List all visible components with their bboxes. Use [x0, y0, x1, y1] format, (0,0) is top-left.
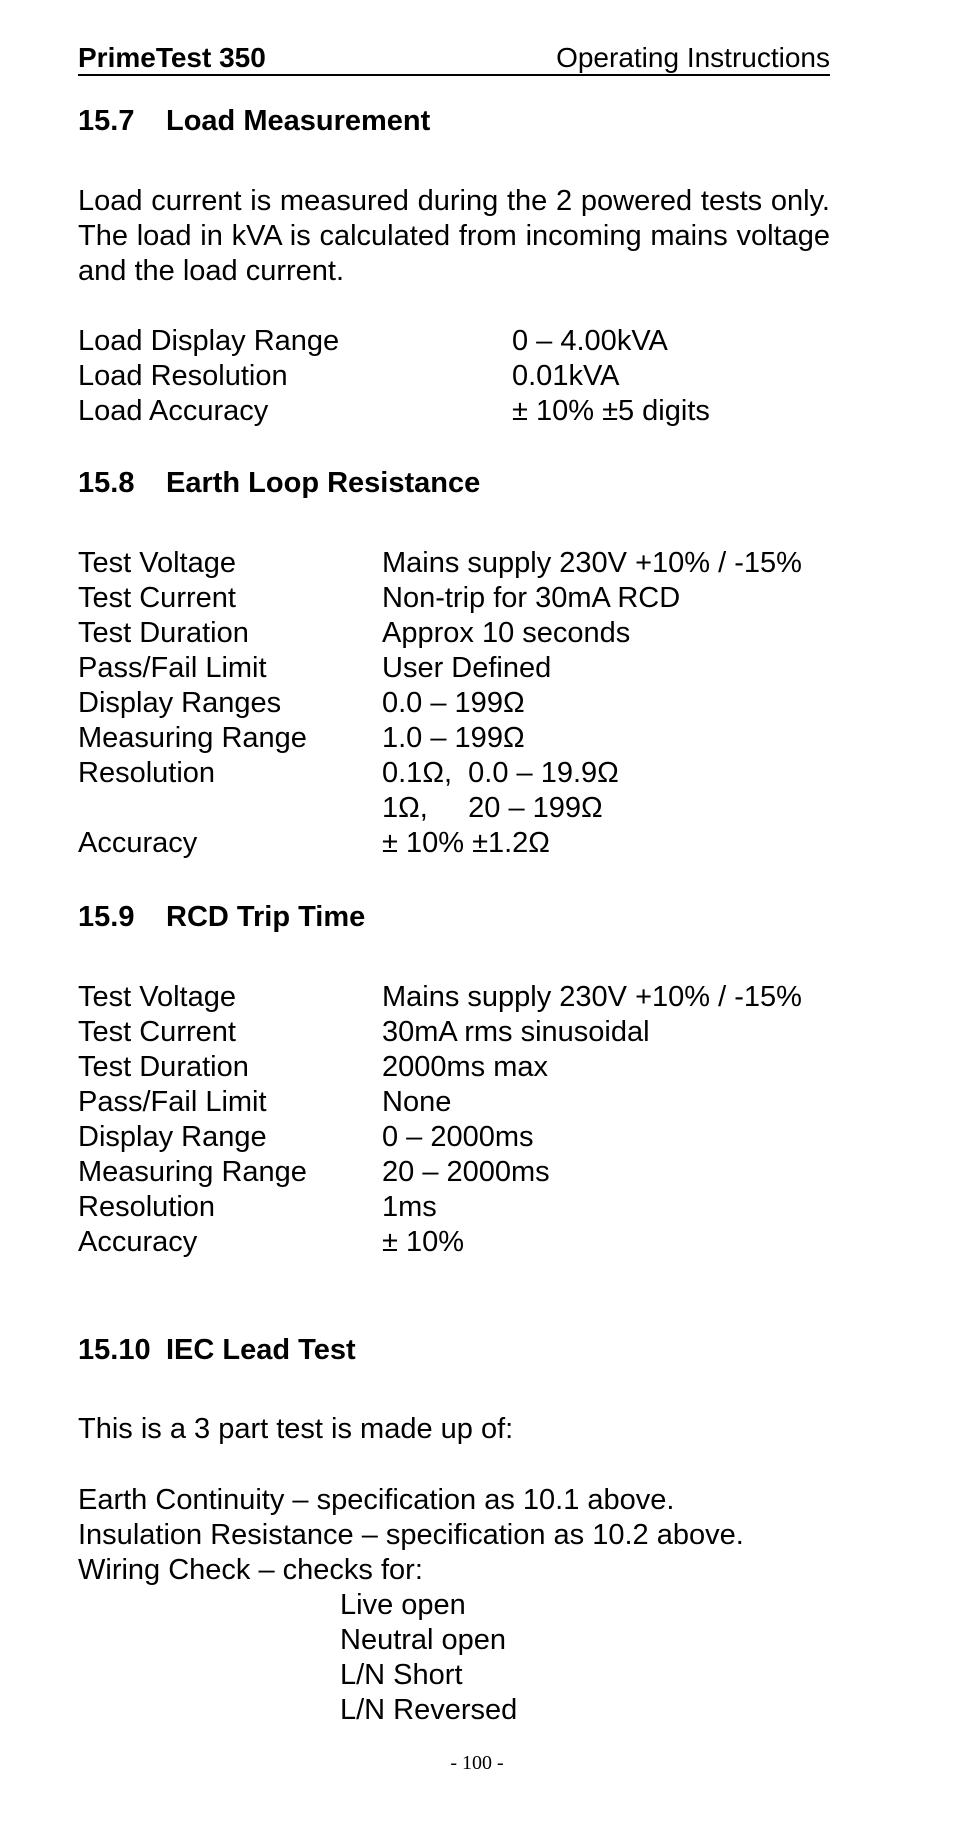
spec-value: Mains supply 230V +10% / -15%: [382, 981, 802, 1013]
spec-label: Display Ranges: [78, 687, 282, 719]
spec-value: 0.01kVA: [512, 360, 620, 392]
spec-label: Accuracy: [78, 827, 198, 859]
spec-value: 0.0 – 199Ω: [382, 687, 525, 719]
section-heading: Load Measurement: [166, 105, 431, 137]
spec-value: 0 – 4.00kVA: [512, 325, 668, 357]
spec-label: Test Duration: [78, 617, 249, 649]
iec-part-line: Wiring Check – checks for:: [78, 1554, 423, 1586]
spec-value: 1ms: [382, 1191, 437, 1223]
spec-label: Test Duration: [78, 1051, 249, 1083]
wiring-check-list: [340, 1588, 517, 1728]
iec-part-line: Insulation Resistance – specification as 10.2 above.: [78, 1519, 744, 1551]
spec-label: Measuring Range: [78, 722, 307, 754]
spec-label: Pass/Fail Limit: [78, 1086, 267, 1118]
spec-label: Pass/Fail Limit: [78, 652, 267, 684]
section-number: 15.9: [78, 901, 135, 933]
list-item: L/N Reversed: [340, 1694, 518, 1726]
page-number: - 100 -: [450, 1752, 504, 1774]
spec-label: Test Current: [78, 1016, 236, 1048]
iec-intro: This is a 3 part test is made up of:: [78, 1413, 514, 1445]
load-description: Load current is measured during the 2 powered tests only. The load in kVA is calculated from incoming mains voltage and the load current.: [78, 185, 830, 287]
spec-label: Resolution: [78, 757, 216, 789]
iec-test-parts: [78, 1483, 744, 1588]
list-item: Neutral open: [340, 1624, 507, 1656]
spec-label: Display Range: [78, 1121, 267, 1153]
section-title-15-7: [78, 104, 430, 138]
spec-label: Resolution: [78, 1191, 216, 1223]
page-header: [78, 42, 830, 76]
spec-value: ± 10% ±5 digits: [512, 395, 710, 427]
spec-label: Test Current: [78, 582, 236, 614]
section-heading: IEC Lead Test: [166, 1334, 356, 1366]
section-number: 15.8: [78, 467, 135, 499]
spec-value: ± 10% ±1.2Ω: [382, 827, 550, 859]
spec-label: Load Accuracy: [78, 395, 269, 427]
spec-value: 0 – 2000ms: [382, 1121, 534, 1153]
spec-value: 1.0 – 199Ω: [382, 722, 525, 754]
section-title-15-10: [78, 1333, 356, 1367]
spec-value: 0.1Ω, 0.0 – 19.9Ω: [382, 757, 619, 789]
section-number: 15.7: [78, 105, 135, 137]
spec-label: Measuring Range: [78, 1156, 307, 1188]
spec-value: 1Ω, 20 – 199Ω: [382, 792, 603, 824]
spec-label: Accuracy: [78, 1226, 198, 1258]
section-title-15-8: [78, 466, 480, 500]
spec-value: 20 – 2000ms: [382, 1156, 550, 1188]
spec-label: Test Voltage: [78, 981, 236, 1013]
section-title-15-9: [78, 900, 365, 934]
spec-value: 2000ms max: [382, 1051, 549, 1083]
list-item: L/N Short: [340, 1659, 463, 1691]
document-type: Operating Instructions: [556, 42, 830, 73]
section-heading: Earth Loop Resistance: [166, 467, 481, 499]
iec-part-line: Earth Continuity – specification as 10.1 above.: [78, 1484, 675, 1516]
section-number: 15.10: [78, 1334, 151, 1366]
spec-label: Load Display Range: [78, 325, 340, 357]
spec-value: Mains supply 230V +10% / -15%: [382, 547, 802, 579]
spec-label: Load Resolution: [78, 360, 288, 392]
spec-label: Test Voltage: [78, 547, 236, 579]
spec-value: 30mA rms sinusoidal: [382, 1016, 650, 1048]
spec-value: User Defined: [382, 652, 552, 684]
spec-value: Non-trip for 30mA RCD: [382, 582, 681, 614]
spec-value: ± 10%: [382, 1226, 465, 1258]
section-heading: RCD Trip Time: [166, 901, 366, 933]
spec-value: Approx 10 seconds: [382, 617, 631, 649]
product-name: PrimeTest 350: [78, 42, 266, 73]
spec-value: None: [382, 1086, 452, 1118]
list-item: Live open: [340, 1589, 466, 1621]
